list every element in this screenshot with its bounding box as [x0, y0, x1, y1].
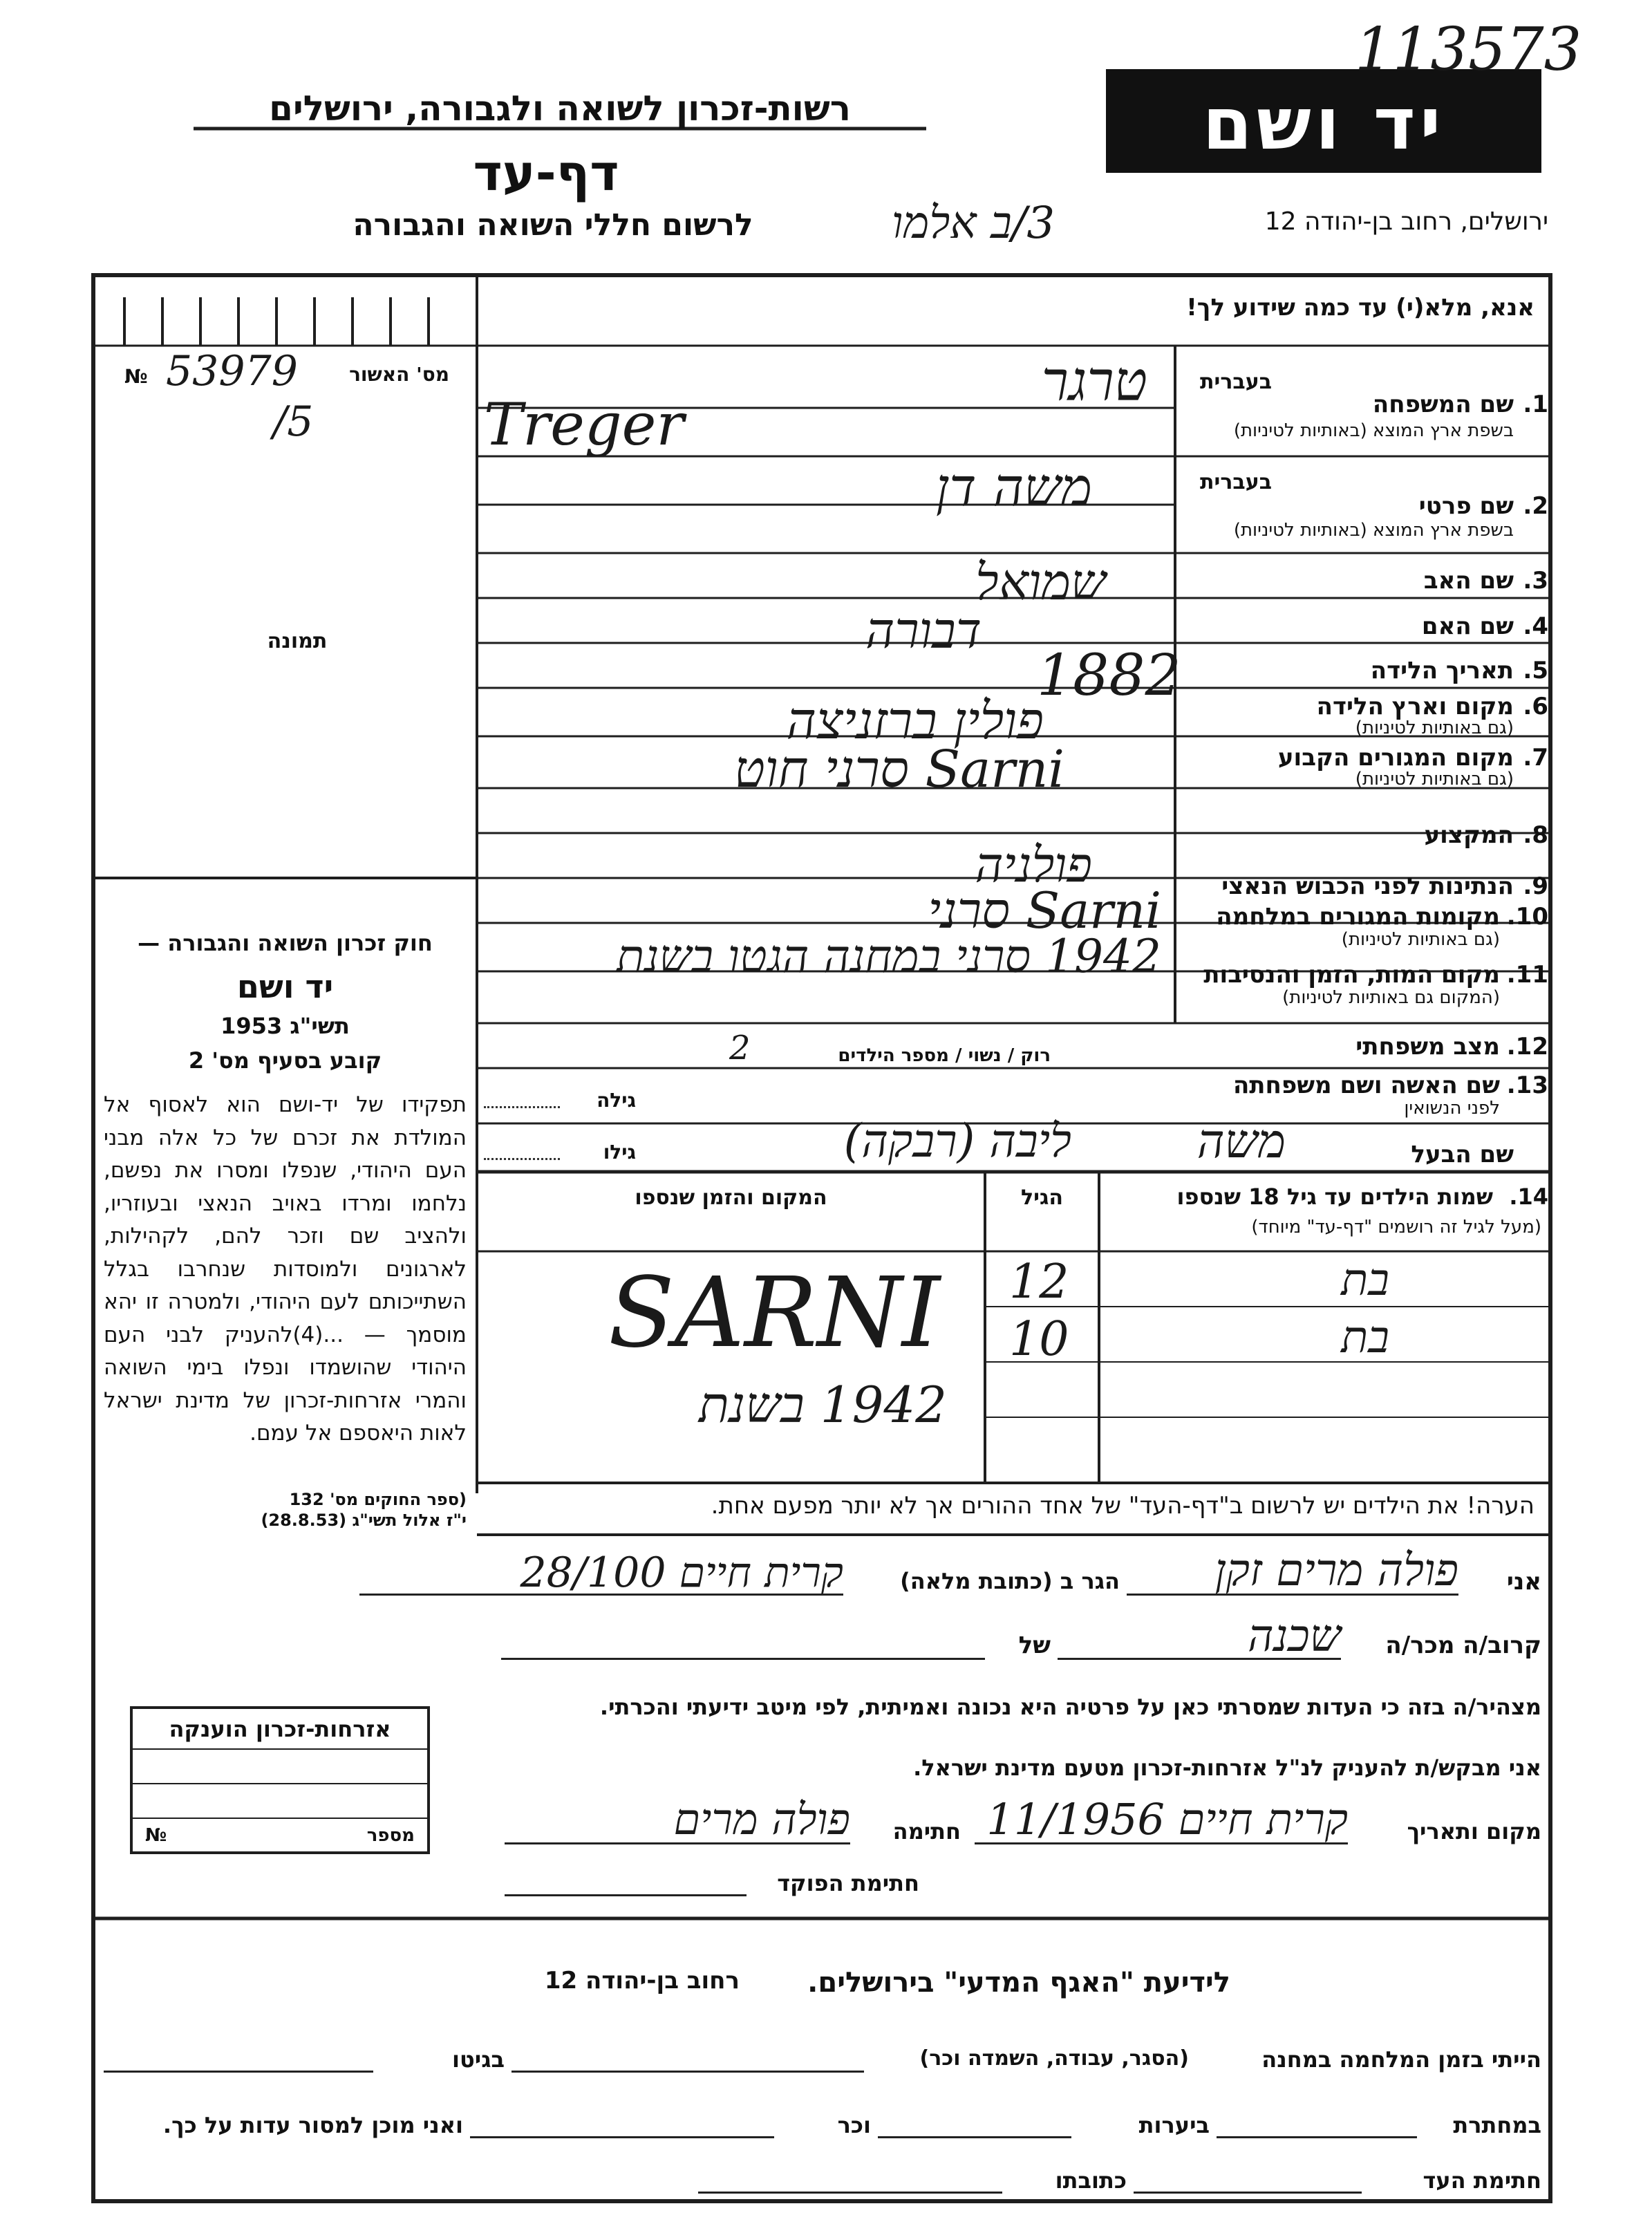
place-date-label: מקום ותאריך [1407, 1818, 1541, 1844]
field-11-num: 11. [1506, 961, 1548, 989]
approval-value: 53979 [166, 347, 298, 395]
field-2-lang-hebrew: בעברית [1200, 470, 1272, 494]
declarant-i-label: אני [1506, 1568, 1541, 1596]
children-place: SARNI [608, 1257, 941, 1370]
footer-witness-signature-label: חתימת העד [1423, 2167, 1541, 2194]
law-title: חוק זכרון השואה והגבורה — [138, 930, 433, 956]
child-2-age: 10 [1009, 1312, 1069, 1367]
field-6-num: 6. [1523, 693, 1548, 720]
footer-line1-blank [511, 2071, 864, 2073]
law-year [104, 1013, 467, 1039]
value-children-count: 2 [729, 1029, 751, 1067]
field-7-num: 7. [1523, 744, 1548, 772]
declaration-text: מצהיר/ה בזה כי העדות שמסרתי כאן על פרטיה היא נכונה ואמיתית, לפי מיטב ידיעתי והכרתי. [599, 1694, 1541, 1720]
value-wartime-residence: Sarni סרני [928, 881, 1161, 940]
field-7-label: מקום המגורים הקבוע [1277, 744, 1514, 772]
footer-line1-a: הייתי בזמן המלחמה במחנה [1261, 2046, 1541, 2073]
field-4-label: שם האם [1421, 613, 1514, 640]
field-12-num: 12. [1506, 1033, 1548, 1061]
value-birth-date: 1882 [1037, 643, 1181, 709]
field-3-label: שם האב [1423, 567, 1514, 595]
officer-signature-line [505, 1894, 747, 1896]
value-surname-hebrew: טרגר [1041, 349, 1147, 413]
value-surname-origin: Treger [484, 391, 684, 458]
value-firstname-hebrew: משה דן [935, 456, 1092, 518]
footer-line1-c: בגיטו [452, 2046, 505, 2073]
footer-witness-signature-line [1134, 2192, 1362, 2194]
instruction-text: אנא, מלא(י) עד כמה שידוע לך! [1186, 294, 1534, 321]
relative-label: קרוב/ה מכר/ה [1385, 1632, 1541, 1659]
law-text: תפקידו של יד-ושם הוא לאסוף אל המולדת את זכרם של כל אלה מבני העם היהודי, שנפלו ומסרו את נפשם, נלחמו ומרדו באויב הנאצי ובעוזריו, ולהציב שם וזכר להם, לקהילות, לארגונים ולמוסדות שנחרבו בגלל השתייכותם לעם היהודי, ולמטרה זו יהא מוסמך — ...(4)להעניק לבני העם היהודי שהושמדו ונפלו בימי השואה והמרי אזרחות-זכרון של מדינת ישראל לאות היאספם אל עמם. [104, 1092, 467, 1446]
declarant-name-value: פולה מרים זקן [1214, 1545, 1458, 1596]
footer-address-line [698, 2192, 1002, 2194]
children-num: 14. [1509, 1184, 1548, 1210]
form-title: דף-עד [473, 144, 619, 202]
husband-label: שם הבעל [1411, 1141, 1514, 1168]
field-1-lang-origin: בשפת ארץ המוצא (באותיות לטיניות) [1233, 420, 1514, 441]
child-1-name: בת [1341, 1255, 1389, 1306]
children-title: שמות הילדים עד גיל 18 שנספו [1176, 1184, 1493, 1210]
footer-line1-b: (הסגר, עבודה, השמדה וכר) [919, 2046, 1189, 2071]
field-13-label: שם האשה ושם משפחתה [1232, 1072, 1500, 1099]
field-1-num: 1. [1523, 391, 1548, 418]
logo: יד ושם [1202, 82, 1445, 166]
footer-line1-blank2 [104, 2071, 373, 2073]
value-birth-place: פולין ברזניצה [786, 691, 1044, 751]
footer-line2-blank2 [878, 2136, 1071, 2138]
approval-suffix: /5 [273, 398, 314, 446]
approval-no-sign: № [124, 365, 148, 388]
field-13-note: לפני הנשואין [1404, 1098, 1500, 1119]
children-year: 1942 בשנת [698, 1376, 947, 1434]
request-text: אני מבקש/ת להעניק לנ"ל אזרחות-זכרון מטעם מדינת ישראל. [913, 1755, 1541, 1781]
child-1-age: 12 [1009, 1255, 1069, 1309]
field-11-note: (המקום גם באותיות לטיניות) [1282, 987, 1500, 1008]
field-9-label: הנתינות לפני הכבוש הנאצי [1221, 872, 1514, 900]
field-5-num: 5. [1523, 657, 1548, 684]
field-1-lang-hebrew: בעברית [1200, 370, 1272, 394]
field-2-lang-origin: בשפת ארץ המוצא (באותיות לטיניות) [1233, 520, 1514, 541]
field-11-label: מקום המות, הזמן והנסיבות [1203, 961, 1500, 989]
field-13-num: 13. [1506, 1072, 1548, 1099]
child-2-name: בת [1341, 1312, 1389, 1363]
value-spouse-name: ליבה (רבקה) [843, 1114, 1071, 1168]
field-1-label: שם המשפחה [1372, 391, 1514, 418]
value-mother-name: דבורה [865, 601, 982, 660]
of-label: של [1018, 1632, 1051, 1659]
citizenship-box-title: אזרחות-זכרון הוענקה [169, 1716, 391, 1742]
law-name: יד ושם [236, 968, 334, 1005]
footer-line2-d: ואני מוכן למסור עדות על כך. [162, 2112, 463, 2138]
of-line [501, 1658, 985, 1660]
footer-line2-b: ביערות [1138, 2112, 1210, 2138]
field-2-label: שם פרטי [1418, 492, 1514, 520]
footer-line2-c: וכר [837, 2112, 871, 2138]
value-father-name: שמואל [975, 553, 1106, 611]
footer-address-label: כתובתו [1055, 2167, 1127, 2194]
footer-line2-blank3 [470, 2136, 774, 2138]
citizenship-no-sign: № [145, 1825, 167, 1846]
field-10-note: (גם באותיות לטיניות) [1341, 929, 1500, 950]
field-10-num: 10. [1506, 903, 1548, 931]
field-12-label: מצב משפחתי [1355, 1033, 1500, 1061]
place-date-value: קרית חיים 11/1956 [986, 1794, 1348, 1844]
footer-heading: לידיעת "האגף המדעי" בירושלים. [807, 1967, 1230, 1999]
field-3-num: 3. [1523, 567, 1548, 595]
children-col-age: הגיל [1021, 1186, 1063, 1210]
law-source: (ספר החוקים מס' 132 [289, 1490, 467, 1509]
approval-label: מס' האשור [349, 363, 449, 386]
footer-line2-a: במחתרת [1453, 2112, 1541, 2138]
archive-number: 113573 [1355, 15, 1582, 84]
children-col-place: המקום והזמן שנספו [635, 1186, 827, 1210]
law-year-num: 1953 [220, 1013, 283, 1039]
field-6-label: מקום וארץ הלידה [1316, 693, 1514, 720]
field-2-num: 2. [1523, 492, 1548, 520]
wife-age-dots [484, 1106, 560, 1108]
value-nationality: פולניה [975, 837, 1092, 893]
photo-label: תמונה [267, 629, 328, 653]
children-note-row: הערה! את הילדים יש לרשום ב"דף-העד" של אחד ההורים אך לא יותר מפעם אחת. [711, 1492, 1534, 1520]
wife-age-label: גילה [597, 1089, 636, 1112]
handwritten-header-note: 3/ב אלמו [892, 198, 1055, 249]
citizenship-number-label: מספר [366, 1825, 415, 1846]
field-12-options: רוק / נשוי / מספר הילדים [838, 1045, 1051, 1066]
footer-line2-blank1 [1217, 2136, 1417, 2138]
law-source-date: י"ז אלול תשי"ג (28.8.53) [261, 1511, 467, 1530]
field-9-num: 9. [1523, 872, 1548, 900]
field-4-num: 4. [1523, 613, 1548, 640]
officer-signature-label: חתימת הפוקד [777, 1870, 919, 1896]
field-7-note: (גם באותיות לטיניות) [1355, 769, 1514, 790]
field-5-label: תאריך הלידה [1370, 657, 1514, 684]
footer-heading-address: רחוב בן-יהודה 12 [544, 1967, 740, 1994]
signature-label: חתימה [892, 1818, 961, 1844]
husband-age-dots [484, 1158, 560, 1160]
office-address: ירושלים, רחוב בן-יהודה 12 [1264, 207, 1548, 236]
relative-value: שכנה [1248, 1611, 1341, 1662]
signature-value: פולה מרים [673, 1794, 850, 1844]
field-10-label: מקומות המגורים במלחמה [1216, 903, 1500, 931]
value-husband-name: משה [1196, 1114, 1286, 1169]
husband-age-label: גילו [603, 1141, 636, 1164]
form-subtitle: לרשום חללי השואה והגבורה [353, 207, 753, 243]
children-note: (מעל לגיל זה רושמים "דף-עד" מיוחד) [1251, 1217, 1541, 1237]
field-8-label: המקצוע [1424, 821, 1514, 849]
value-residence: Sarni סרני חוט [734, 740, 1064, 799]
declarant-address-label: הגר ב (כתובת מלאה) [900, 1568, 1120, 1594]
field-8-num: 8. [1523, 821, 1548, 849]
field-6-note: (גם באותיות לטיניות) [1355, 718, 1514, 738]
institution-name: רשות-זכרון לשואה ולגבורה, ירושלים [269, 88, 851, 129]
value-death-place: 1942 סרני במחנה הגטו בשנת [616, 930, 1161, 983]
law-year-he: תשי"ג [290, 1013, 350, 1039]
declarant-address-value: קרית חיים 28/100 [520, 1549, 843, 1597]
law-clause: קובע בסעיף מס' 2 [188, 1047, 382, 1074]
